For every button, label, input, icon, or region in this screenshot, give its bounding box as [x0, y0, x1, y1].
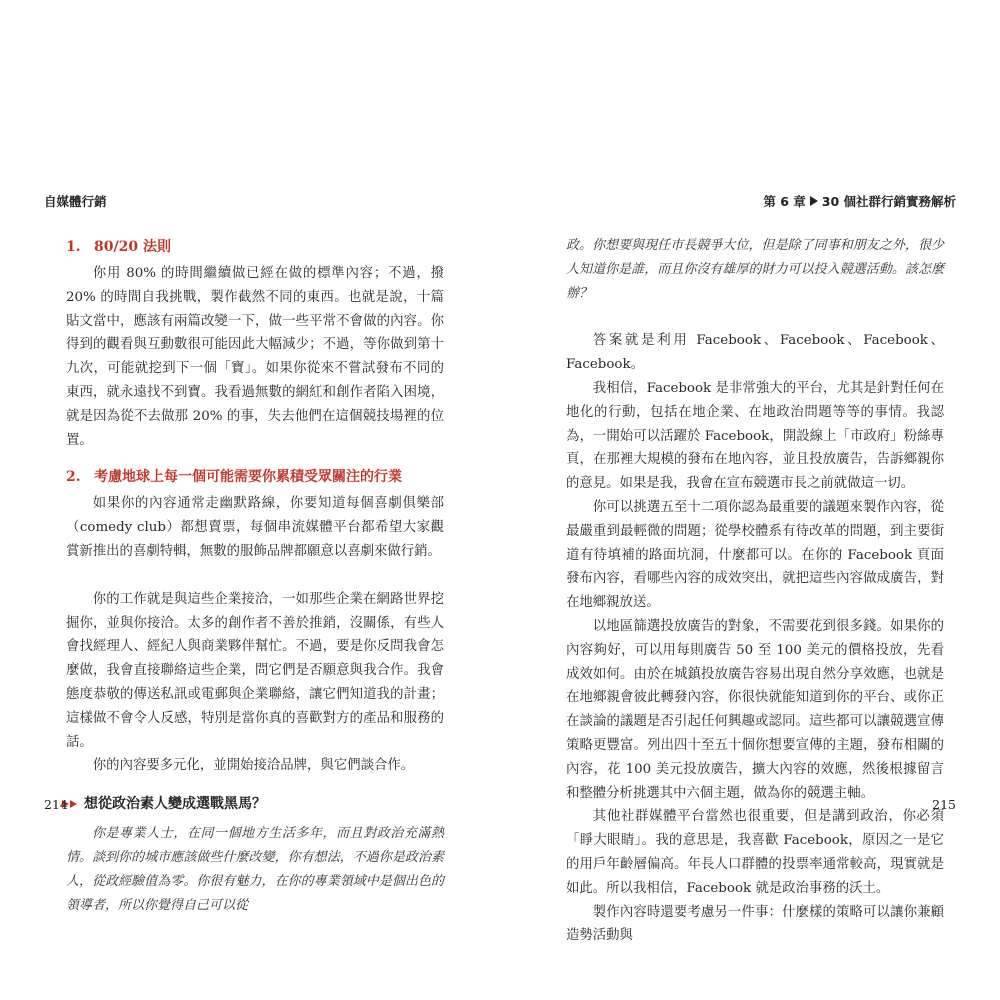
right-page-body	[566, 234, 944, 948]
section-number-2: 2.	[66, 469, 81, 486]
section-number-1: 1.	[66, 239, 81, 255]
section2-paragraph-1: 如果你的內容通常走幽默路線，你要知道每個喜劇俱樂部（comedy club）都想賣票，每個串流媒體平台都希望大家觀賞新推出的喜劇特輯，無數的服飾品牌都願意以喜劇來做行銷。	[66, 496, 444, 559]
right-paragraph-1: 答案就是利用 Facebook、Facebook、Facebook、Facebook。	[566, 333, 944, 373]
right-paragraph-5: 其他社群媒體平台當然也很重要，但是講到政治，你必須「睜大眼睛」。我的意思是，我喜歡 Facebook，原因之一是它的用戶年齡層偏高。年長人口群體的投票率通常較高，現實就是如此。所以我相信，Facebook 就是政治事務的沃土。	[566, 809, 944, 896]
page-number-left: 214	[44, 797, 68, 812]
section1-paragraph: 你用 80% 的時間繼續做已經在做的標準內容；不過，撥 20% 的時間自我挑戰，製作截然不同的東西。也就是說，十篇貼文當中，應該有兩篇改變一下，做一些平常不會做的內容。你得到的觀看與互動數很可能因此大幅減少；不過，等你做到第十九次，可能就挖到下一個「寶」。如果你從來不嘗試發布不同的東西，就永遠找不到寶。我看過無數的網紅和創作者陷入困境，就是因為從不去做那 20% 的事，失去他們在這個競技場裡的位置。	[66, 266, 444, 448]
arrow-right-icon	[810, 196, 818, 206]
chapter-label: 第 6 章	[763, 194, 806, 209]
question-text: 你是專業人士，在同一個地方生活多年，而且對政治充滿熱情。談到你的城市應該做些什麼改變，你有想法，不過你是政治素人，從政經驗值為零。你很有魅力，在你的專業領域中是個出色的領導者，所以你覺得自己可以從	[66, 826, 444, 913]
running-head-left: 自媒體行銷	[44, 194, 107, 209]
section-title-2: 考慮地球上每一個可能需要你累積受眾關注的行業	[94, 469, 402, 486]
section-title-1: 80/20 法則	[94, 239, 171, 255]
chapter-title: 30 個社群行銷實務解析	[821, 194, 956, 209]
running-head-right	[763, 192, 956, 210]
section2-paragraph-3: 你的內容要多元化，並開始接洽品牌，與它們談合作。	[92, 758, 415, 774]
right-paragraph-3: 你可以挑選五至十二項你認為最重要的議題來製作內容，從最嚴重到最輕微的問題；從學校體系有待改革的問題，到主要街道有待填補的路面坑洞，什麼都可以。在你的 Facebook 頁面發布內容，看哪些內容的成效突出，就把這些內容做成廣告，對在地鄉親放送。	[566, 499, 944, 611]
right-paragraph-6: 製作內容時還要考慮另一件事：什麼樣的策略可以讓你兼顧造勢活動與	[566, 904, 944, 944]
right-paragraph-4: 以地區篩選投放廣告的對象，不需要花到很多錢。如果你的內容夠好，可以用每則廣告 50 至 100 美元的價格投放，先看成效如何。由於在城鎮投放廣告容易出現自然分享效應，也就是在地鄉親會彼此轉發內容，你很快就能知道到你的平台、或你正在談論的議題是否引起任何興趣或認同。這些都可以讓競選宣傳策略更豐富。列出四十至五十個你想要宣傳的主題，發布相關的內容，花 100 美元投放廣告，擴大內容的效應，然後根據留言和整體分析挑選其中六個主題，做為你的競選主軸。	[566, 618, 944, 801]
question-title: 想從政治素人變成選戰黑馬？	[84, 796, 266, 813]
question-text-continued: 政。你想要與現任市長競爭大位，但是除了同事和朋友之外，很少人知道你是誰，而且你沒有雄厚的財力可以投入競選活動。該怎麼辦？	[566, 238, 944, 301]
left-page-body	[66, 232, 444, 917]
page-number-right: 215	[932, 797, 956, 812]
section-heading-2	[66, 464, 444, 490]
section2-paragraph-2: 你的工作就是與這些企業接洽，一如那些企業在網路世界挖掘你，並與你接洽。太多的創作者不善於推銷，沒關係，有些人會找經理人、經紀人與商業夥伴幫忙。不過，要是你反問我會怎麼做，我會直接聯絡這些企業，問它們是否願意與我合作。我會態度恭敬的傳送私訊或電郵與企業聯絡，讓它們知道我的計畫；這樣做不會令人反感，特別是當你真的喜歡對方的產品和服務的話。	[66, 591, 444, 750]
right-paragraph-2: 我相信，Facebook 是非常強大的平台，尤其是針對任何在地化的行動，包括在地企業、在地政治問題等等的事情。我認為，一開始可以活躍於 Facebook，開設線上「市政府」粉絲專頁，在那裡大規模的發布在地內容，並且投放廣告，告訴鄉親你的意見。如果是我，我會在宣布競選市長之前就做這一切。	[566, 380, 944, 492]
question-heading	[62, 792, 444, 816]
section-heading-1	[66, 234, 444, 260]
